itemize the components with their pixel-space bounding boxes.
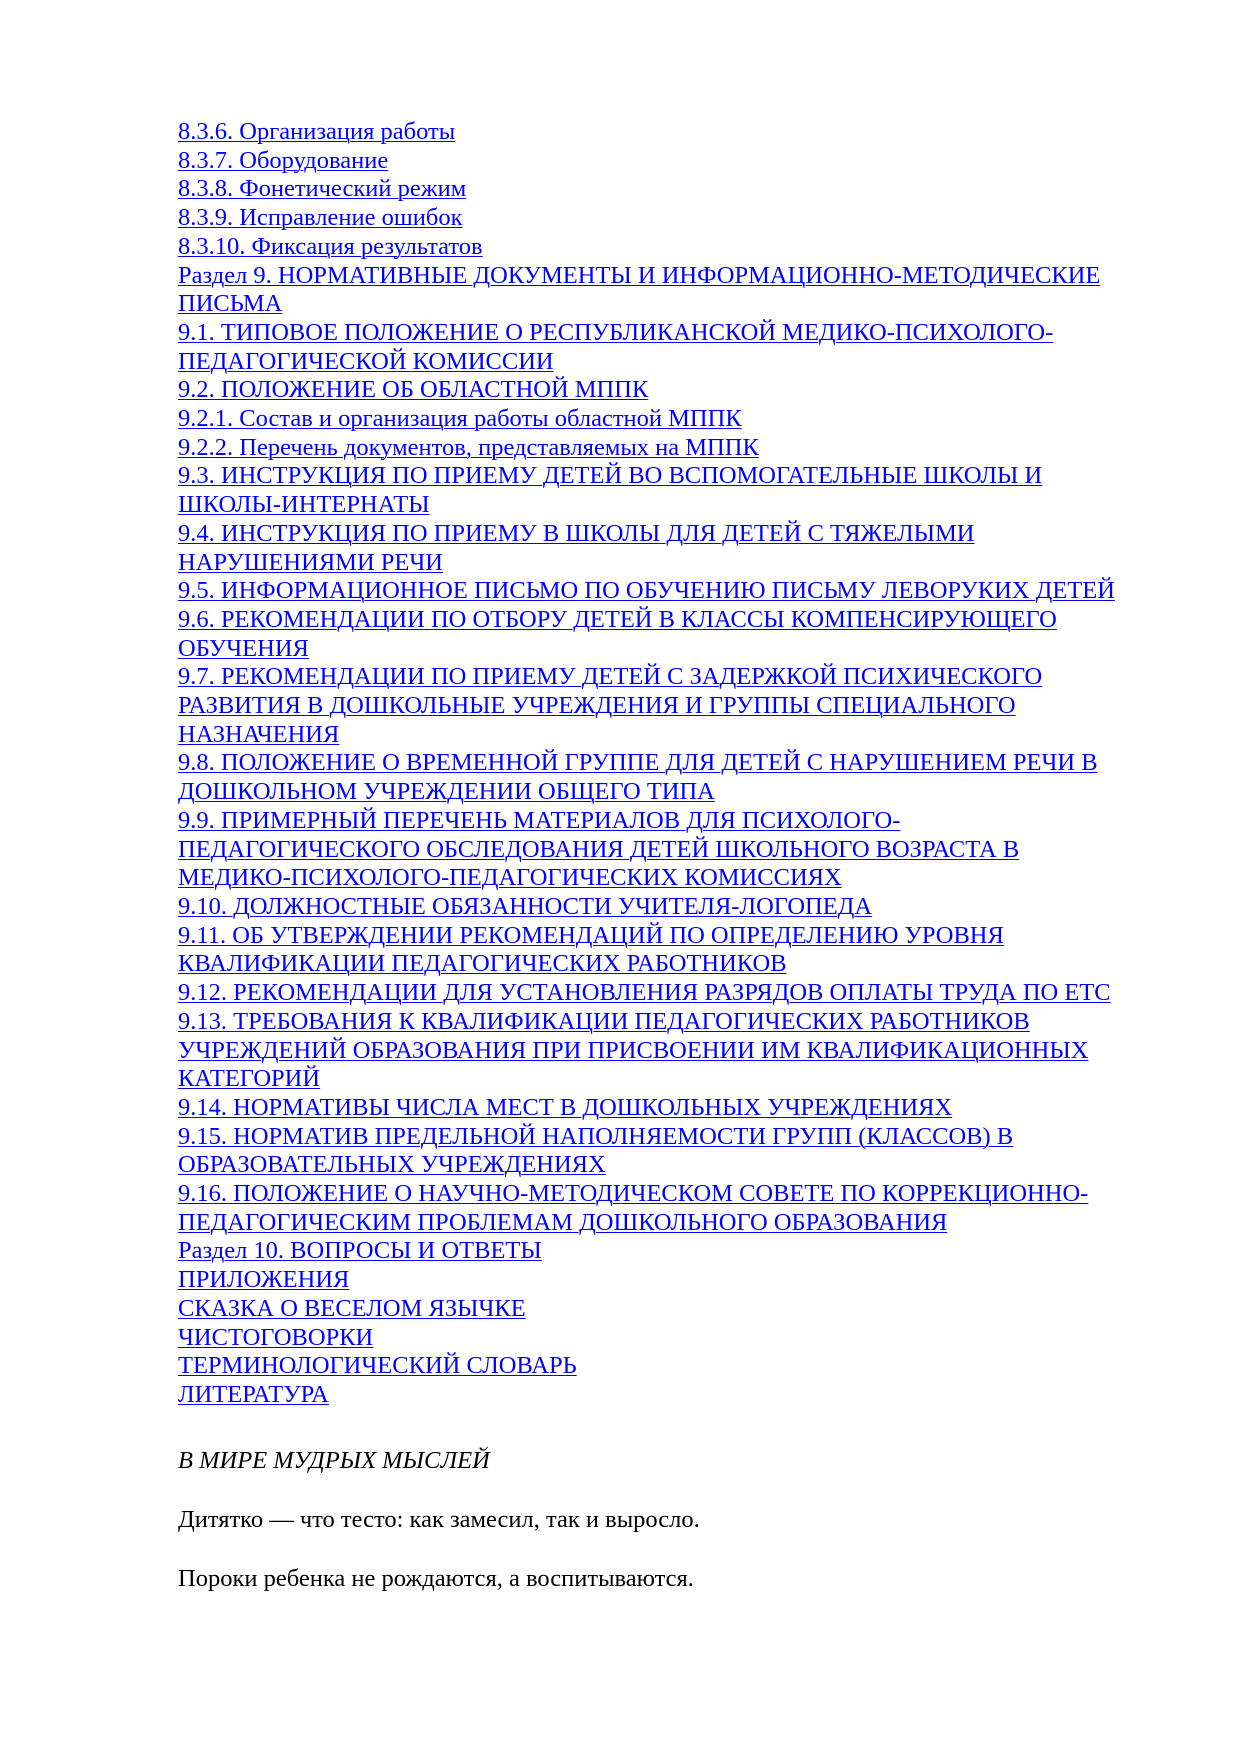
- quotes-heading: В МИРЕ МУДРЫХ МЫСЛЕЙ: [178, 1447, 490, 1474]
- toc-link[interactable]: УЧРЕЖДЕНИЙ ОБРАЗОВАНИЯ ПРИ ПРИСВОЕНИИ ИМ КВАЛИФИКАЦИОННЫХ: [178, 1036, 1089, 1064]
- toc-link[interactable]: СКАЗКА О ВЕСЕЛОМ ЯЗЫЧКЕ: [178, 1294, 526, 1322]
- toc-item: [178, 663, 1158, 692]
- toc-link[interactable]: КАТЕГОРИЙ: [178, 1065, 321, 1093]
- toc-item: [178, 692, 1158, 721]
- toc-item: [178, 290, 1158, 319]
- toc-item: [178, 778, 1158, 807]
- toc-link[interactable]: 9.2.1. Состав и организация работы областной МППК: [178, 405, 742, 433]
- toc-item: [178, 520, 1158, 549]
- toc-link[interactable]: 9.2.2. Перечень документов, представляемых на МППК: [178, 433, 759, 461]
- toc-item: [178, 577, 1158, 606]
- toc-link[interactable]: ДОШКОЛЬНОМ УЧРЕЖДЕНИИ ОБЩЕГО ТИПА: [178, 778, 715, 806]
- toc-item: [178, 721, 1158, 750]
- toc-link[interactable]: НАРУШЕНИЯМИ РЕЧИ: [178, 548, 443, 576]
- toc-item: [178, 1324, 1158, 1353]
- toc-link[interactable]: 9.5. ИНФОРМАЦИОННОЕ ПИСЬМО ПО ОБУЧЕНИЮ ПИСЬМУ ЛЕВОРУКИХ ДЕТЕЙ: [178, 577, 1115, 605]
- toc-link[interactable]: 9.8. ПОЛОЖЕНИЕ О ВРЕМЕННОЙ ГРУППЕ ДЛЯ ДЕТЕЙ С НАРУШЕНИЕМ РЕЧИ В: [178, 749, 1098, 777]
- toc-item: [178, 1266, 1158, 1295]
- toc-link[interactable]: ШКОЛЫ-ИНТЕРНАТЫ: [178, 491, 430, 519]
- toc-item: [178, 1209, 1158, 1238]
- toc-item: [178, 893, 1158, 922]
- quote-1: Дитятко — что тесто: как замесил, так и выросло.: [178, 1506, 700, 1533]
- toc-link[interactable]: 8.3.10. Фиксация результатов: [178, 232, 483, 260]
- toc-link[interactable]: 9.11. ОБ УТВЕРЖДЕНИИ РЕКОМЕНДАЦИЙ ПО ОПРЕДЕЛЕНИЮ УРОВНЯ: [178, 921, 1004, 949]
- toc-item: [178, 1237, 1158, 1266]
- toc-item: [178, 434, 1158, 463]
- toc-item: [178, 348, 1158, 377]
- toc-link[interactable]: ОБУЧЕНИЯ: [178, 634, 309, 662]
- toc-item: [178, 1295, 1158, 1324]
- toc-link[interactable]: 9.12. РЕКОМЕНДАЦИИ ДЛЯ УСТАНОВЛЕНИЯ РАЗРЯДОВ ОПЛАТЫ ТРУДА ПО ЕТС: [178, 979, 1111, 1007]
- toc-link[interactable]: 9.10. ДОЛЖНОСТНЫЕ ОБЯЗАННОСТИ УЧИТЕЛЯ-ЛОГОПЕДА: [178, 892, 873, 920]
- toc-item: [178, 1008, 1158, 1037]
- toc-item: [178, 204, 1158, 233]
- toc-item: [178, 979, 1158, 1008]
- toc-item: [178, 950, 1158, 979]
- toc-item: [178, 549, 1158, 578]
- toc-link[interactable]: ПРИЛОЖЕНИЯ: [178, 1266, 350, 1294]
- quote-2: Пороки ребенка не рождаются, а воспитываются.: [178, 1565, 694, 1592]
- toc-item: [178, 118, 1158, 147]
- toc-item: [178, 147, 1158, 176]
- toc-item: [178, 1381, 1158, 1410]
- toc-item: [178, 1352, 1158, 1381]
- toc-item: [178, 807, 1158, 836]
- toc-item: [178, 1180, 1158, 1209]
- toc-link[interactable]: ПЕДАГОГИЧЕСКОЙ КОМИССИИ: [178, 347, 554, 375]
- toc-link[interactable]: Раздел 10. ВОПРОСЫ И ОТВЕТЫ: [178, 1237, 542, 1265]
- toc-item: [178, 1094, 1158, 1123]
- toc-item: [178, 635, 1158, 664]
- toc-link[interactable]: 9.9. ПРИМЕРНЫЙ ПЕРЕЧЕНЬ МАТЕРИАЛОВ ДЛЯ ПСИХОЛОГО-: [178, 806, 901, 834]
- toc-link[interactable]: 9.2. ПОЛОЖЕНИЕ ОБ ОБЛАСТНОЙ МППК: [178, 376, 649, 404]
- toc-item: [178, 1065, 1158, 1094]
- toc-link[interactable]: 8.3.6. Организация работы: [178, 118, 456, 145]
- toc-link[interactable]: 9.15. НОРМАТИВ ПРЕДЕЛЬНОЙ НАПОЛНЯЕМОСТИ ГРУПП (КЛАССОВ) В: [178, 1122, 1014, 1150]
- table-of-contents: [178, 118, 1158, 1410]
- toc-item: [178, 175, 1158, 204]
- toc-link[interactable]: Раздел 9. НОРМАТИВНЫЕ ДОКУМЕНТЫ И ИНФОРМАЦИОННО-МЕТОДИЧЕСКИЕ: [178, 261, 1101, 289]
- toc-link[interactable]: 8.3.8. Фонетический режим: [178, 175, 467, 203]
- toc-link[interactable]: НАЗНАЧЕНИЯ: [178, 720, 340, 748]
- toc-link[interactable]: 8.3.9. Исправление ошибок: [178, 204, 463, 232]
- toc-item: [178, 462, 1158, 491]
- toc-link[interactable]: КВАЛИФИКАЦИИ ПЕДАГОГИЧЕСКИХ РАБОТНИКОВ: [178, 950, 787, 978]
- toc-link[interactable]: ПЕДАГОГИЧЕСКОГО ОБСЛЕДОВАНИЯ ДЕТЕЙ ШКОЛЬНОГО ВОЗРАСТА В: [178, 835, 1020, 863]
- toc-link[interactable]: ЛИТЕРАТУРА: [178, 1380, 329, 1408]
- toc-link[interactable]: ПИСЬМА: [178, 290, 283, 318]
- toc-link[interactable]: ТЕРМИНОЛОГИЧЕСКИЙ СЛОВАРЬ: [178, 1352, 577, 1380]
- toc-link[interactable]: ОБРАЗОВАТЕЛЬНЫХ УЧРЕЖДЕНИЯХ: [178, 1151, 606, 1179]
- toc-link[interactable]: 9.16. ПОЛОЖЕНИЕ О НАУЧНО-МЕТОДИЧЕСКОМ СОВЕТЕ ПО КОРРЕКЦИОННО-: [178, 1180, 1089, 1208]
- toc-link[interactable]: МЕДИКО-ПСИХОЛОГО-ПЕДАГОГИЧЕСКИХ КОМИССИЯХ: [178, 864, 842, 892]
- toc-link[interactable]: 8.3.7. Оборудование: [178, 146, 389, 174]
- toc-link[interactable]: 9.3. ИНСТРУКЦИЯ ПО ПРИЕМУ ДЕТЕЙ ВО ВСПОМОГАТЕЛЬНЫЕ ШКОЛЫ И: [178, 462, 1043, 490]
- toc-link[interactable]: РАЗВИТИЯ В ДОШКОЛЬНЫЕ УЧРЕЖДЕНИЯ И ГРУППЫ СПЕЦИАЛЬНОГО: [178, 692, 1016, 720]
- toc-item: [178, 376, 1158, 405]
- toc-link[interactable]: 9.6. РЕКОМЕНДАЦИИ ПО ОТБОРУ ДЕТЕЙ В КЛАССЫ КОМПЕНСИРУЮЩЕГО: [178, 605, 1057, 633]
- toc-item: [178, 405, 1158, 434]
- toc-link[interactable]: 9.7. РЕКОМЕНДАЦИИ ПО ПРИЕМУ ДЕТЕЙ С ЗАДЕРЖКОЙ ПСИХИЧЕСКОГО: [178, 663, 1043, 691]
- toc-item: [178, 319, 1158, 348]
- toc-item: [178, 749, 1158, 778]
- toc-item: [178, 922, 1158, 951]
- toc-item: [178, 233, 1158, 262]
- toc-link[interactable]: 9.13. ТРЕБОВАНИЯ К КВАЛИФИКАЦИИ ПЕДАГОГИЧЕСКИХ РАБОТНИКОВ: [178, 1007, 1030, 1035]
- toc-item: [178, 1037, 1158, 1066]
- toc-item: [178, 1123, 1158, 1152]
- toc-link[interactable]: ЧИСТОГОВОРКИ: [178, 1323, 374, 1351]
- toc-link[interactable]: 9.1. ТИПОВОЕ ПОЛОЖЕНИЕ О РЕСПУБЛИКАНСКОЙ МЕДИКО-ПСИХОЛОГО-: [178, 318, 1054, 346]
- toc-link[interactable]: 9.14. НОРМАТИВЫ ЧИСЛА МЕСТ В ДОШКОЛЬНЫХ УЧРЕЖДЕНИЯХ: [178, 1093, 953, 1121]
- toc-item: [178, 262, 1158, 291]
- toc-link[interactable]: 9.4. ИНСТРУКЦИЯ ПО ПРИЕМУ В ШКОЛЫ ДЛЯ ДЕТЕЙ С ТЯЖЕЛЫМИ: [178, 519, 975, 547]
- toc-item: [178, 864, 1158, 893]
- toc-item: [178, 491, 1158, 520]
- toc-item: [178, 606, 1158, 635]
- toc-link[interactable]: ПЕДАГОГИЧЕСКИМ ПРОБЛЕМАМ ДОШКОЛЬНОГО ОБРАЗОВАНИЯ: [178, 1208, 948, 1236]
- toc-item: [178, 1151, 1158, 1180]
- toc-item: [178, 836, 1158, 865]
